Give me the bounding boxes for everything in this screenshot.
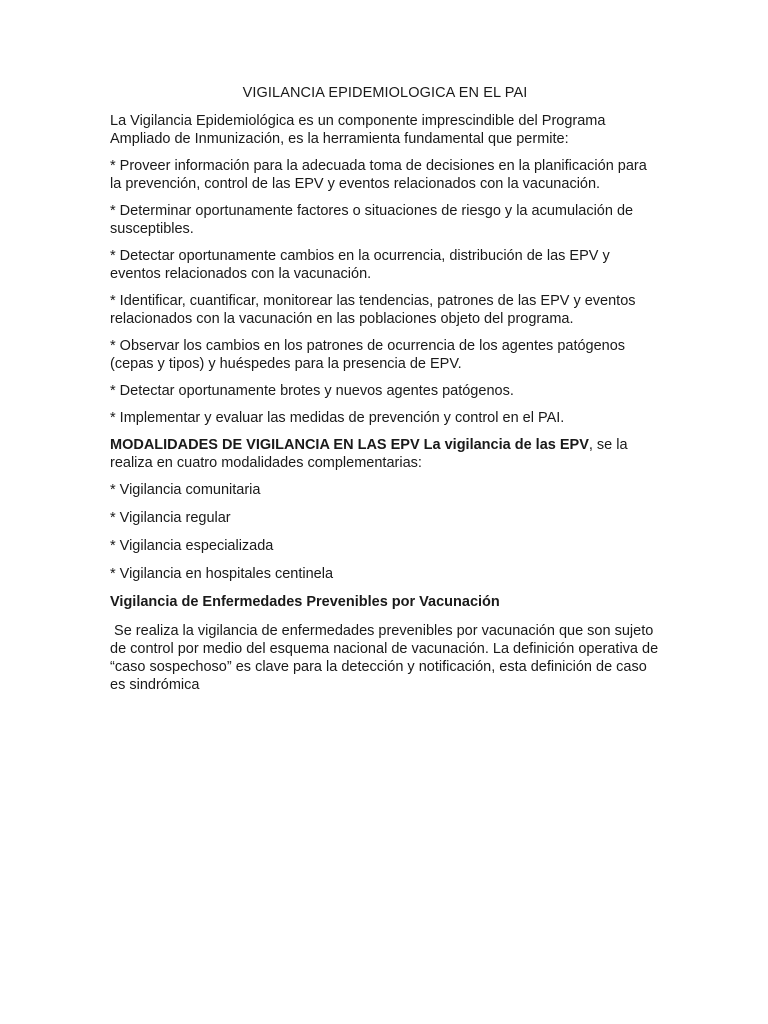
bullet-item: * Identificar, cuantificar, monitorear las tendencias, patrones de las EPV y eventos relacionados con la vacunación en las poblaciones objeto del programa. bbox=[110, 293, 636, 327]
bullet-item: * Detectar oportunamente brotes y nuevos agentes patógenos. bbox=[110, 383, 514, 399]
modalidades-text: , se la realiza en cuatro modalidades complementarias: bbox=[110, 437, 628, 471]
modalidad-item: * Vigilancia especializada bbox=[110, 538, 274, 554]
bullet-item: * Detectar oportunamente cambios en la ocurrencia, distribución de las EPV y eventos relacionados con la vacunación. bbox=[110, 248, 610, 282]
modalidad-item: * Vigilancia regular bbox=[110, 510, 231, 526]
bullet-item: * Observar los cambios en los patrones de ocurrencia de los agentes patógenos (cepas y tipos) y huéspedes para la presencia de EPV. bbox=[110, 338, 626, 372]
document-title: VIGILANCIA EPIDEMIOLOGICA EN EL PAI bbox=[242, 85, 528, 101]
modalidades-paragraph bbox=[110, 436, 660, 472]
document-page bbox=[110, 84, 663, 703]
closing-paragraph: Se realiza la vigilancia de enfermedades prevenibles por vacunación que son sujeto de control por medio del esquema nacional de vacunación. La definición operativa de “caso sospechoso” es clave para la detección y notificación, esta definición de caso es sindrómica bbox=[110, 623, 663, 693]
section-heading: Vigilancia de Enfermedades Prevenibles por Vacunación bbox=[110, 594, 500, 610]
bullet-item: * Determinar oportunamente factores o situaciones de riesgo y la acumulación de susceptibles. bbox=[110, 203, 634, 237]
bullet-item: * Implementar y evaluar las medidas de prevención y control en el PAI. bbox=[110, 410, 565, 426]
bullet-item: * Proveer información para la adecuada toma de decisiones en la planificación para la prevención, control de las EPV y eventos relacionados con la vacunación. bbox=[110, 158, 647, 192]
intro-paragraph: La Vigilancia Epidemiológica es un componente imprescindible del Programa Ampliado de Inmunización, es la herramienta fundamental que permite: bbox=[110, 113, 606, 147]
modalidad-item: * Vigilancia comunitaria bbox=[110, 482, 261, 498]
modalidad-item: * Vigilancia en hospitales centinela bbox=[110, 566, 334, 582]
modalidades-heading: MODALIDADES DE VIGILANCIA EN LAS EPV La vigilancia de las EPV bbox=[110, 437, 589, 453]
